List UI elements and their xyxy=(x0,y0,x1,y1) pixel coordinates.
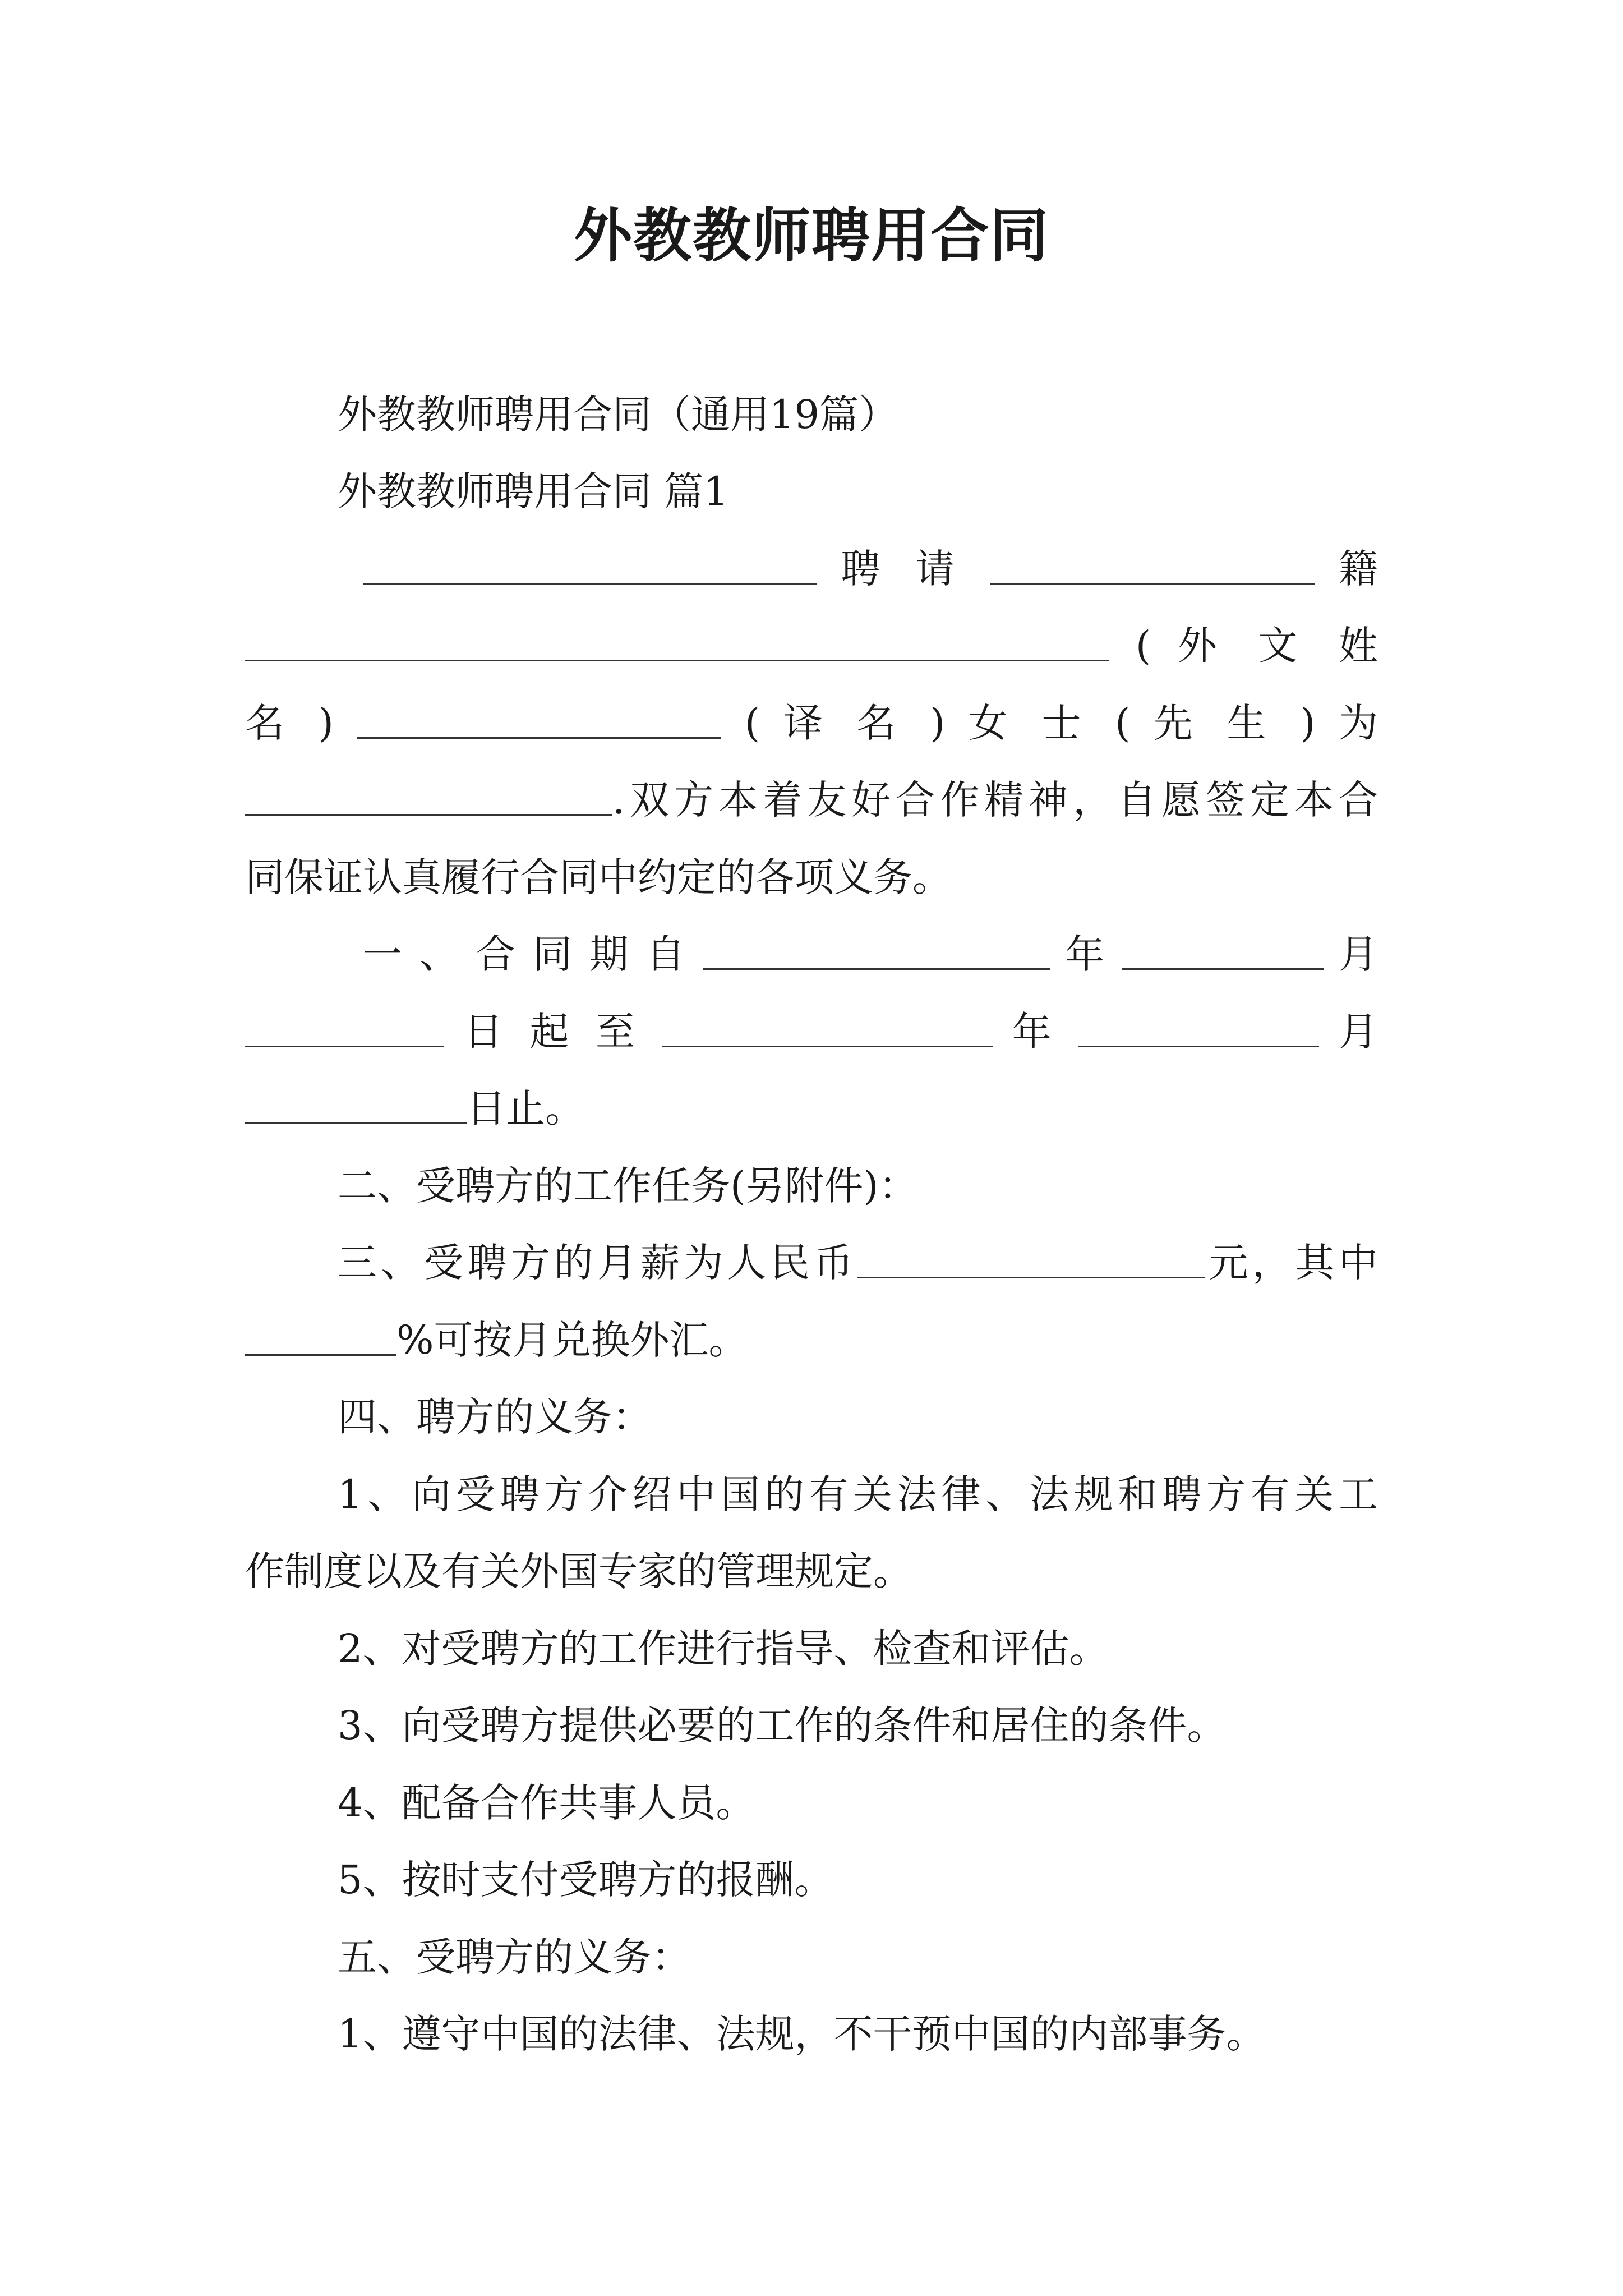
month-word: 月 xyxy=(1338,931,1378,977)
clause1-end: 日止。 xyxy=(467,1085,584,1131)
intro-line-5: 同保证认真履行合同中约定的各项义务。 xyxy=(245,854,952,900)
start-day-blank[interactable] xyxy=(245,1006,444,1047)
hire-word: 聘 请 xyxy=(841,546,966,592)
year2-word: 年 xyxy=(1012,1009,1059,1055)
name-close: 名 ) xyxy=(245,700,334,746)
clause3-lead: 三、受聘方的月薪为人民币 xyxy=(338,1240,857,1286)
clause3-yuan: 元，其中 xyxy=(1205,1240,1378,1286)
translated-name-blank[interactable] xyxy=(357,698,721,739)
subtitle: 外教教师聘用合同（通用19篇） xyxy=(338,392,898,438)
month2-word: 月 xyxy=(1338,1009,1378,1055)
clause4-item-1: 1、向受聘方介绍中国的有关法律、法规和聘方有关工 xyxy=(338,1471,1378,1517)
clause4-item-1-cont: 作制度以及有关外国专家的管理规定。 xyxy=(245,1548,912,1594)
clause4-item-2: 2、对受聘方的工作进行指导、检查和评估。 xyxy=(338,1626,1109,1672)
clause4-item-4: 4、配备合作共事人员。 xyxy=(338,1780,755,1826)
foreign-name-label: ( 外 文 姓 xyxy=(1135,623,1378,669)
clause5-item-1: 1、遵守中国的法律、法规，不干预中国的内部事务。 xyxy=(338,2011,1266,2057)
nationality-word: 籍 xyxy=(1339,546,1378,592)
end-year-blank[interactable] xyxy=(662,1006,993,1047)
clause4-item-5: 5、按时支付受聘方的报酬。 xyxy=(338,1857,834,1903)
clause3-exchange: %可按月兑换外汇。 xyxy=(396,1317,748,1363)
translated-name-label: ( 译 名 ) 女 士 ( 先 生 ) 为 xyxy=(744,700,1378,746)
percent-blank[interactable] xyxy=(245,1315,396,1356)
end-month-blank[interactable] xyxy=(1078,1006,1319,1047)
start-month-blank[interactable] xyxy=(1122,929,1324,970)
clause1-line-2 xyxy=(245,999,1378,1065)
clause1-line-1 xyxy=(245,921,1378,987)
section-heading: 外教教师聘用合同 篇1 xyxy=(338,468,728,514)
intro-line-1 xyxy=(245,536,1378,602)
document-title: 外教教师聘用合同 xyxy=(573,201,1049,270)
start-year-blank[interactable] xyxy=(703,929,1050,970)
nationality-blank[interactable] xyxy=(990,544,1315,585)
clause1-line-3 xyxy=(245,1075,1378,1142)
clause4-heading: 四、聘方的义务： xyxy=(338,1394,652,1440)
day-from-word: 日 起 至 xyxy=(463,1009,642,1055)
foreign-name-blank[interactable] xyxy=(245,620,1109,661)
clause5-heading: 五、受聘方的义务： xyxy=(338,1934,691,1980)
clause2: 二、受聘方的工作任务(另附件)： xyxy=(338,1163,918,1209)
intro-line-4 xyxy=(245,767,1378,833)
clause3-line-1 xyxy=(245,1230,1378,1296)
intro-line-2 xyxy=(245,613,1378,679)
salary-blank[interactable] xyxy=(857,1237,1205,1278)
employer-blank[interactable] xyxy=(363,544,817,585)
clause1-lead: 一 、 合 同 期 自 xyxy=(363,931,688,977)
goodwill-text: .双方本着友好合作精神，自愿签定本合 xyxy=(612,777,1378,823)
clause3-line-2 xyxy=(245,1307,1378,1373)
end-day-blank[interactable] xyxy=(245,1083,467,1124)
intro-line-3 xyxy=(245,690,1378,756)
year-word: 年 xyxy=(1065,931,1107,977)
position-blank[interactable] xyxy=(245,775,612,816)
clause4-item-3: 3、向受聘方提供必要的工作的条件和居住的条件。 xyxy=(338,1703,1227,1749)
